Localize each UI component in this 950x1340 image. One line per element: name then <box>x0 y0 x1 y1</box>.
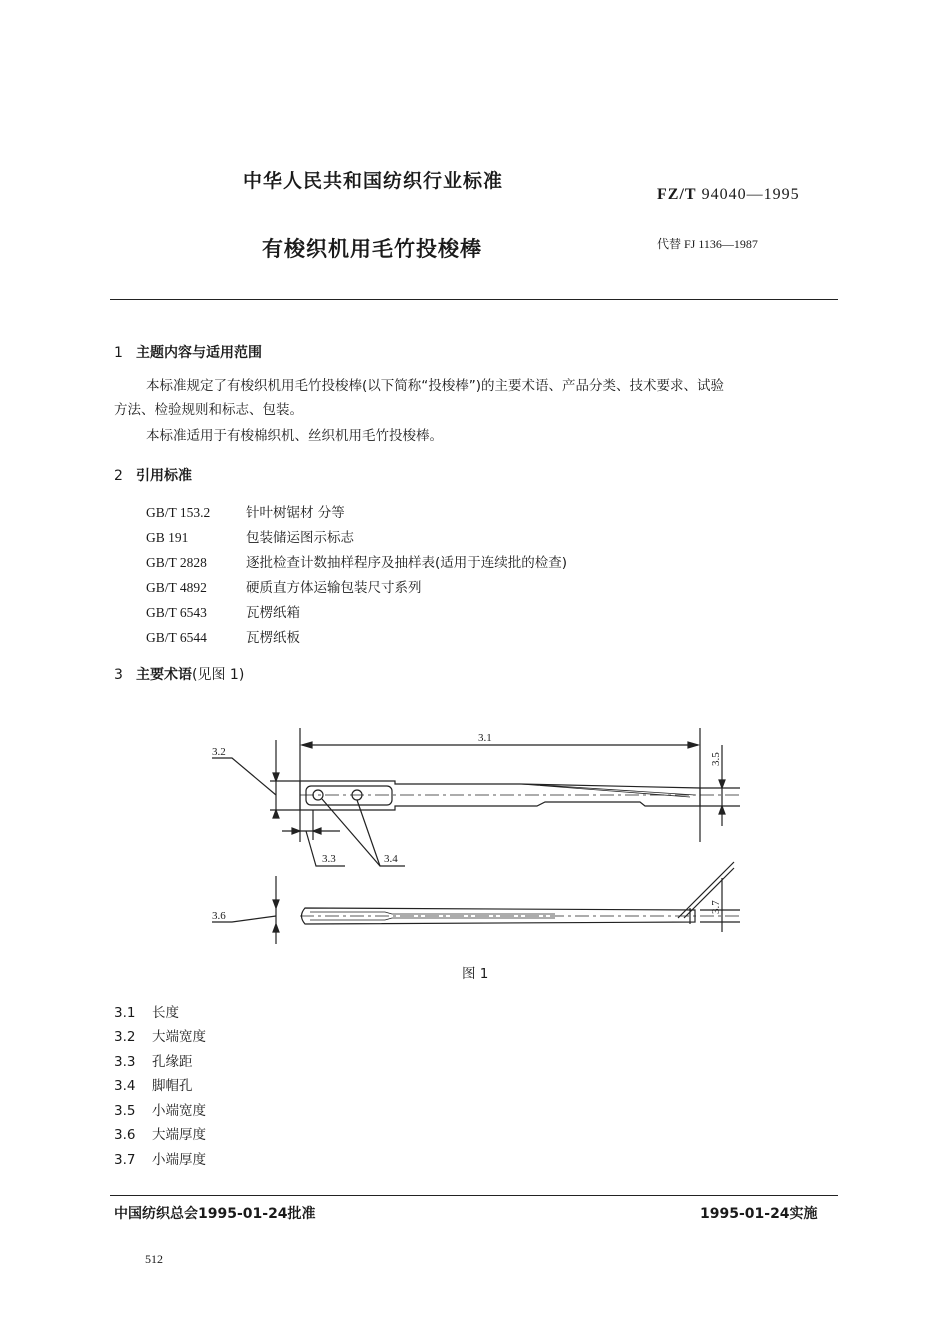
arrow-head <box>719 806 725 814</box>
reference-title: 瓦楞纸板 <box>246 630 300 646</box>
term-number: 3.7 <box>114 1152 136 1168</box>
page-number: 512 <box>145 1252 163 1266</box>
replaces-note: 代替 FJ 1136—1987 <box>657 237 758 251</box>
section-1-para-1-line-2: 方法、检验规则和标志、包装。 <box>114 402 303 418</box>
term-item <box>114 1099 206 1119</box>
approval-line: 中国纺织总会1995-01-24批准 <box>114 1206 316 1222</box>
reference-title: 硬质直方体运输包装尺寸系列 <box>246 580 422 596</box>
section-1-para-2: 本标准适用于有梭棉织机、丝织机用毛竹投梭棒。 <box>146 428 443 444</box>
label-3-3: 3.3 <box>322 853 336 865</box>
term-item <box>114 1050 193 1070</box>
label-3-5: 3.5 <box>710 752 722 766</box>
label-3-7: 3.7 <box>710 900 722 914</box>
term-name: 孔缘距 <box>152 1054 193 1070</box>
arrow-head <box>302 742 312 748</box>
label-3-4: 3.4 <box>384 853 398 865</box>
section-1-title: 主题内容与适用范围 <box>136 345 262 361</box>
arrow-head <box>688 742 698 748</box>
section-3-title-suffix: (见图 1) <box>192 667 245 683</box>
arrow-head <box>273 900 279 908</box>
section-2-number: 2 <box>114 468 123 484</box>
term-name: 大端宽度 <box>152 1029 206 1045</box>
label-3-1: 3.1 <box>478 732 492 744</box>
term-item <box>114 1148 206 1168</box>
leader-line-3-2 <box>212 758 276 795</box>
section-2-title: 引用标准 <box>136 468 192 484</box>
term-name: 小端厚度 <box>152 1152 206 1168</box>
effective-line: 1995-01-24实施 <box>700 1206 818 1222</box>
standard-code-number: 94040—1995 <box>701 186 800 203</box>
footer-rule <box>110 1195 838 1196</box>
stick-top-view <box>300 781 700 810</box>
term-number: 3.5 <box>114 1103 136 1119</box>
term-number: 3.2 <box>114 1029 136 1045</box>
reference-code: GB/T 153.2 <box>146 505 211 520</box>
term-name: 小端宽度 <box>152 1103 206 1119</box>
term-item <box>114 1123 206 1143</box>
term-number: 3.3 <box>114 1054 136 1070</box>
foot-cap-recess <box>306 786 392 805</box>
term-item <box>114 1025 206 1045</box>
figure-1-caption: 图 1 <box>462 966 489 982</box>
reference-code: GB/T 4892 <box>146 580 207 595</box>
term-name: 长度 <box>152 1005 179 1021</box>
standard-category: 中华人民共和国纺织行业标准 <box>243 170 504 192</box>
term-item <box>114 1074 193 1094</box>
document-title: 有梭织机用毛竹投梭棒 <box>262 237 482 261</box>
reference-title: 针叶树锯材 分等 <box>246 505 345 521</box>
arrow-head <box>292 828 300 834</box>
label-3-2: 3.2 <box>212 746 226 758</box>
term-item <box>114 1001 179 1021</box>
arrow-head <box>273 924 279 932</box>
reference-code: GB/T 6544 <box>146 630 207 645</box>
reference-code: GB/T 2828 <box>146 555 207 570</box>
reference-title: 逐批检查计数抽样程序及抽样表(适用于连续批的检查) <box>246 555 568 571</box>
term-name: 脚帽孔 <box>152 1078 193 1094</box>
term-number: 3.4 <box>114 1078 136 1094</box>
standard-code-prefix: FZ/T <box>657 186 697 203</box>
reference-code: GB/T 6543 <box>146 605 207 620</box>
term-name: 大端厚度 <box>152 1127 206 1143</box>
section-1-number: 1 <box>114 345 123 361</box>
arrow-head <box>719 780 725 788</box>
section-3-number: 3 <box>114 667 123 683</box>
reference-title: 包装储运图示标志 <box>246 530 354 546</box>
reference-title: 瓦楞纸箱 <box>246 605 300 621</box>
arrow-head <box>273 810 279 818</box>
label-3-6: 3.6 <box>212 910 226 922</box>
section-3-title: 主要术语 <box>136 667 192 683</box>
term-number: 3.6 <box>114 1127 136 1143</box>
arrow-head <box>313 828 321 834</box>
arrow-head <box>273 773 279 781</box>
section-1-para-1-line-1: 本标准规定了有梭织机用毛竹投梭棒(以下简称“投梭棒”)的主要术语、产品分类、技术要求、试验 <box>146 378 725 394</box>
term-number: 3.1 <box>114 1005 136 1021</box>
reference-code: GB 191 <box>146 530 189 545</box>
